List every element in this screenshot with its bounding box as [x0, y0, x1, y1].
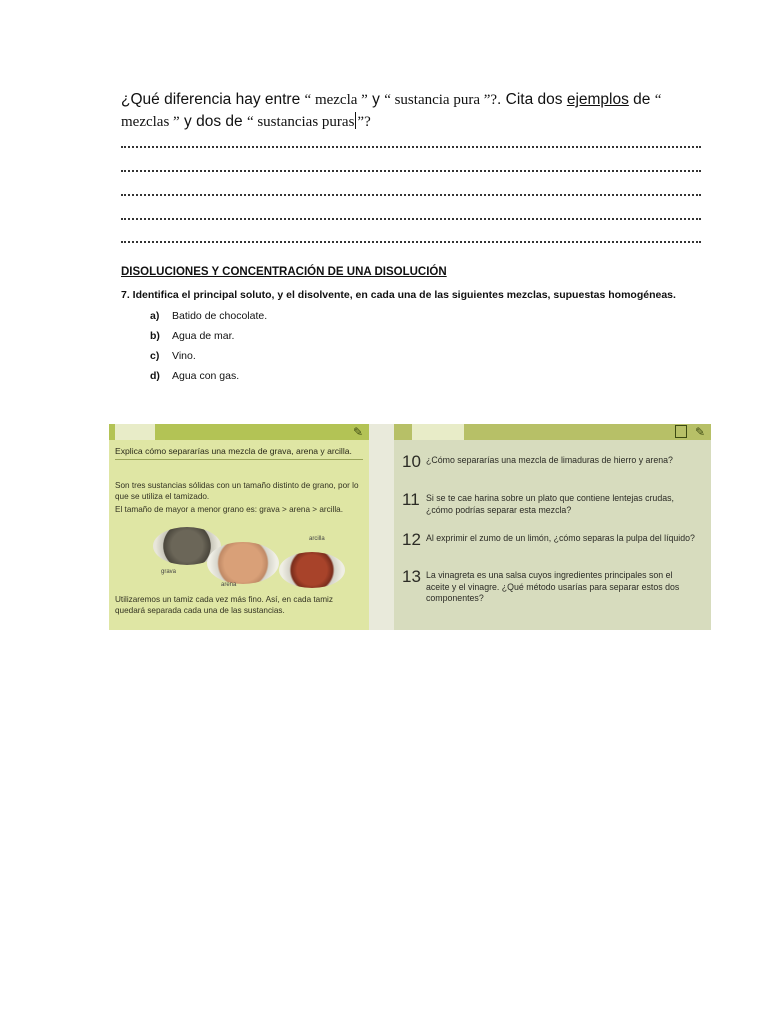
option-a: a) Batido de chocolate.: [150, 310, 268, 322]
answer-line-1[interactable]: [121, 146, 701, 148]
pencil-icon: ✎: [352, 425, 364, 439]
left-panel-title: Explica cómo separarías una mezcla de grava, arena y arcilla.: [115, 446, 363, 460]
panel-tab: [412, 424, 464, 440]
question-text-5: y dos de: [179, 113, 247, 130]
left-panel-text-1: Son tres sustancias sólidas con un tamaño distinto de grano, por lo que se utiliza el tamizado.: [115, 481, 359, 501]
panel-header-bar: [109, 424, 369, 440]
question-term-mezcla: “ mezcla ”: [304, 92, 368, 108]
option-c: c) Vino.: [150, 350, 196, 362]
question-underlined-ejemplos: ejemplos: [566, 91, 629, 108]
question-text-3: . Cita dos: [497, 91, 567, 108]
question-term-mezclas: “ mezclas ”: [121, 92, 662, 130]
question-term-sustancia-pura: “ sustancia pura ”?: [384, 92, 498, 108]
option-d: d) Agua con gas.: [150, 370, 240, 382]
left-panel-text-3: Utilizaremos un tamiz cada vez más fino. Así, en cada tamiz quedará separada cada una de las sustancias.: [115, 595, 333, 615]
question-text-4: de: [628, 91, 655, 108]
answer-line-5[interactable]: [121, 241, 701, 243]
pencil-icon: ✎: [694, 425, 706, 439]
label-arena: arena: [221, 582, 237, 588]
dish-arena: [207, 542, 279, 584]
left-panel-text-2: El tamaño de mayor a menor grano es: grava > arena > arcilla.: [115, 505, 344, 514]
main-question: [121, 89, 711, 133]
question-text-2: y: [367, 91, 385, 108]
question-term-sustancias-puras: “ sustancias puras: [246, 114, 355, 130]
label-grava: grava: [161, 569, 177, 575]
question-closing: ”?: [357, 114, 371, 130]
panel-tab: [115, 424, 155, 440]
textbook-panel-left: [109, 424, 369, 630]
answer-line-3[interactable]: [121, 194, 701, 196]
label-arcilla: arcilla: [309, 536, 325, 542]
panel-header-bar: [394, 424, 711, 440]
dish-arcilla: [279, 552, 345, 588]
answer-line-4[interactable]: [121, 218, 701, 220]
question-text-1: ¿Qué diferencia hay entre: [121, 91, 305, 108]
question-7: 7. Identifica el principal soluto, y el disolvente, en cada una de las siguientes mezclas, supuestas homogéneas.: [121, 289, 676, 301]
section-title: DISOLUCIONES Y CONCENTRACIÓN DE UNA DISOLUCIÓN: [121, 266, 447, 278]
answer-line-2[interactable]: [121, 170, 701, 172]
textbook-panel-right: ✎ 10 ¿Cómo separarías una mezcla de limaduras de hierro y arena? 11 Si se te cae harina sobre un plato que contiene lentejas crudas, ¿cómo podrías separar esta mezcla? 12 Al exprimir el zumo de un limón, ¿cómo separas la pulpa del líquido? 13 La vinagreta es una salsa cuyos ingredientes principales son el aceite y el vinagre. ¿Qué método usarías para separar estos dos componentes?: [394, 424, 711, 630]
option-b: b) Agua de mar.: [150, 330, 235, 342]
panel-gap: [369, 424, 394, 630]
book-icon: [675, 425, 687, 438]
